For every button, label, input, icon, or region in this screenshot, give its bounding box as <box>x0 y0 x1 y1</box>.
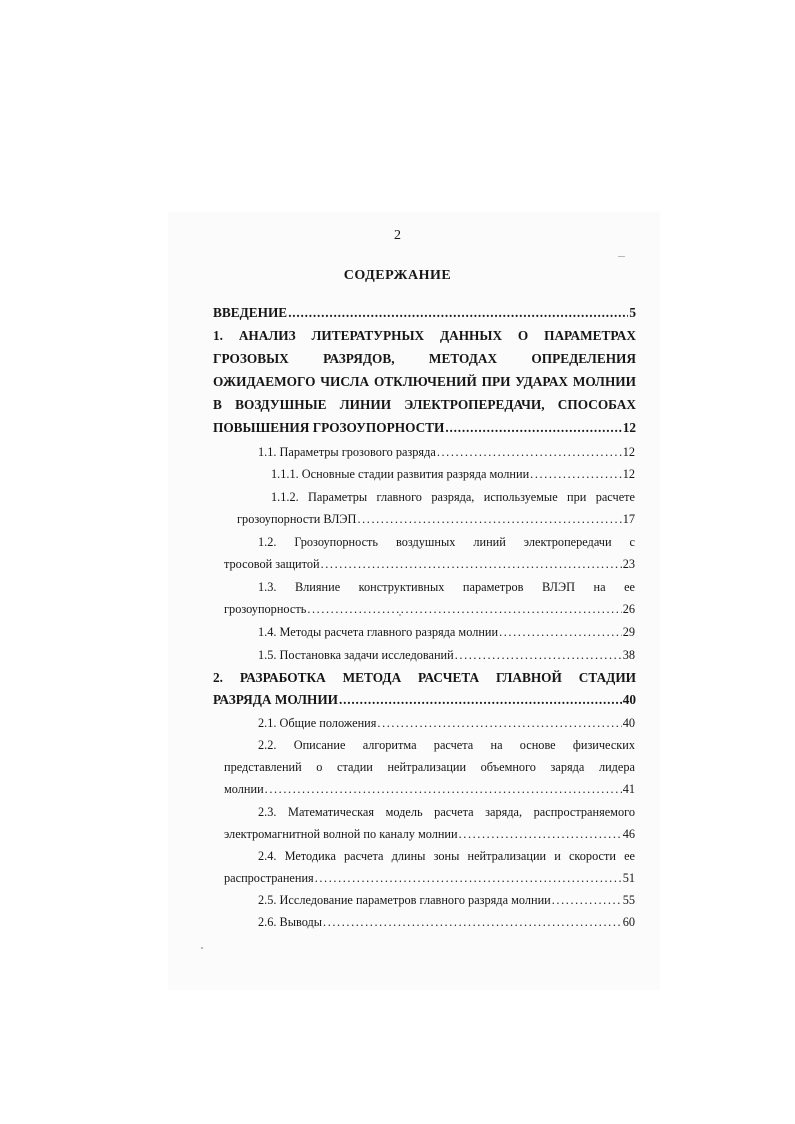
dot-leader <box>455 647 622 663</box>
toc-entry-title: 1.1.1. Основные стадии развития разряда молнии <box>271 467 530 481</box>
dot-leader <box>323 914 622 930</box>
toc-entry-2-6[interactable] <box>258 914 635 930</box>
toc-entry-page: 12 <box>622 420 636 435</box>
toc-entry-ch1-line[interactable]: ГРОЗОВЫХ РАЗРЯДОВ, МЕТОДАХ ОПРЕДЕЛЕНИЯ <box>213 351 636 366</box>
toc-entry-2-2-line[interactable]: 2.2. Описание алгоритма расчета на основе физических <box>258 738 635 752</box>
dot-leader <box>530 466 622 482</box>
toc-heading: СОДЕРЖАНИЕ <box>343 268 452 283</box>
toc-entry-ch1-line[interactable]: В ВОЗДУШНЫЕ ЛИНИИ ЭЛЕКТРОПЕРЕДАЧИ, СПОСОБАХ <box>213 397 636 412</box>
dot-leader <box>315 870 622 886</box>
toc-entry-1-2[interactable] <box>224 556 635 572</box>
dot-leader <box>437 444 622 460</box>
toc-entry-page: 12 <box>622 445 635 459</box>
toc-entry-page: 17 <box>622 512 635 526</box>
toc-entry-intro[interactable] <box>213 305 636 321</box>
page-number: 2 <box>394 228 401 243</box>
toc-entry-title: 1.4. Методы расчета главного разряда молнии <box>258 625 499 639</box>
toc-entry-1-1[interactable] <box>258 444 635 460</box>
dot-leader <box>377 715 621 731</box>
toc-entry-page: 5 <box>629 305 636 320</box>
toc-entry-1-2-line[interactable]: 1.2. Грозоупорность воздушных линий электропередачи с <box>258 535 635 549</box>
toc-entry-title: 2.6. Выводы <box>258 915 323 929</box>
toc-entry-title: 2.1. Общие положения <box>258 716 377 730</box>
dot-leader <box>307 601 621 617</box>
dot-leader <box>357 511 621 527</box>
toc-entry-1-4[interactable] <box>258 624 635 640</box>
toc-entry-2-4[interactable] <box>224 870 635 886</box>
toc-entry-page: 38 <box>622 648 635 662</box>
toc-entry-title: ПОВЫШЕНИЯ ГРОЗОУПОРНОСТИ <box>213 420 445 435</box>
toc-entry-2-5[interactable] <box>258 892 635 908</box>
toc-entry-1-1-2[interactable] <box>237 511 635 527</box>
dot-leader <box>499 624 622 640</box>
toc-entry-1-1-1[interactable] <box>271 466 635 482</box>
toc-entry-1-5[interactable] <box>258 647 635 663</box>
toc-entry-title: распространения <box>224 871 314 885</box>
scan-speck <box>618 256 625 257</box>
toc-entry-title: РАЗРЯДА МОЛНИИ <box>213 692 339 707</box>
toc-entry-ch2-line[interactable]: 2. РАЗРАБОТКА МЕТОДА РАСЧЕТА ГЛАВНОЙ СТАДИИ <box>213 670 636 685</box>
dot-leader <box>288 305 628 321</box>
dot-leader <box>265 781 622 797</box>
toc-entry-page: 26 <box>622 602 635 616</box>
toc-entry-1-1-2-line[interactable]: 1.1.2. Параметры главного разряда, используемые при расчете <box>271 490 635 504</box>
toc-entry-title: 2.5. Исследование параметров главного разряда молнии <box>258 893 551 907</box>
toc-entry-page: 23 <box>622 557 635 571</box>
scan-speck <box>201 947 203 949</box>
toc-entry-page: 12 <box>622 467 635 481</box>
toc-entry-2-3[interactable] <box>224 826 635 842</box>
dot-leader <box>445 420 621 436</box>
dot-leader <box>321 556 622 572</box>
toc-entry-1-3[interactable] <box>224 601 635 617</box>
toc-entry-ch1[interactable] <box>213 420 636 436</box>
toc-entry-2-2-line[interactable]: представлений о стадии нейтрализации объемного заряда лидера <box>224 760 635 774</box>
toc-entry-page: 51 <box>622 871 635 885</box>
toc-entry-ch2[interactable] <box>213 692 636 708</box>
toc-entry-1-3-line[interactable]: 1.3. Влияние конструктивных параметров ВЛЭП на ее <box>258 580 635 594</box>
toc-entry-title: электромагнитной волной по каналу молнии <box>224 827 458 841</box>
toc-entry-page: 55 <box>622 893 635 907</box>
toc-entry-2-1[interactable] <box>258 715 635 731</box>
toc-entry-title: 1.5. Постановка задачи исследований <box>258 648 454 662</box>
toc-entry-ch1-line[interactable]: 1. АНАЛИЗ ЛИТЕРАТУРНЫХ ДАННЫХ О ПАРАМЕТРАХ <box>213 328 636 343</box>
toc-entry-title: 1.1. Параметры грозового разряда <box>258 445 436 459</box>
toc-entry-2-3-line[interactable]: 2.3. Математическая модель расчета заряда, распространяемого <box>258 805 635 819</box>
toc-entry-title: ВВЕДЕНИЕ <box>213 305 288 320</box>
toc-entry-page: 40 <box>622 716 635 730</box>
toc-entry-page: 29 <box>622 625 635 639</box>
toc-entry-2-4-line[interactable]: 2.4. Методика расчета длины зоны нейтрализации и скорости ее <box>258 849 635 863</box>
toc-entry-page: 60 <box>622 915 635 929</box>
dot-leader <box>459 826 622 842</box>
toc-entry-page: 41 <box>622 782 635 796</box>
toc-entry-ch1-line[interactable]: ОЖИДАЕМОГО ЧИСЛА ОТКЛЮЧЕНИЙ ПРИ УДАРАХ МОЛНИИ <box>213 374 636 389</box>
toc-entry-page: 40 <box>622 692 636 707</box>
toc-entry-title: молнии <box>224 782 264 796</box>
toc-entry-title: грозоупорности ВЛЭП <box>237 512 357 526</box>
toc-entry-page: 46 <box>622 827 635 841</box>
dot-leader <box>552 892 622 908</box>
toc-entry-title: тросовой защитой <box>224 557 320 571</box>
toc-entry-title: грозоупорность <box>224 602 307 616</box>
toc-entry-2-2[interactable] <box>224 781 635 797</box>
dot-leader <box>339 692 622 708</box>
